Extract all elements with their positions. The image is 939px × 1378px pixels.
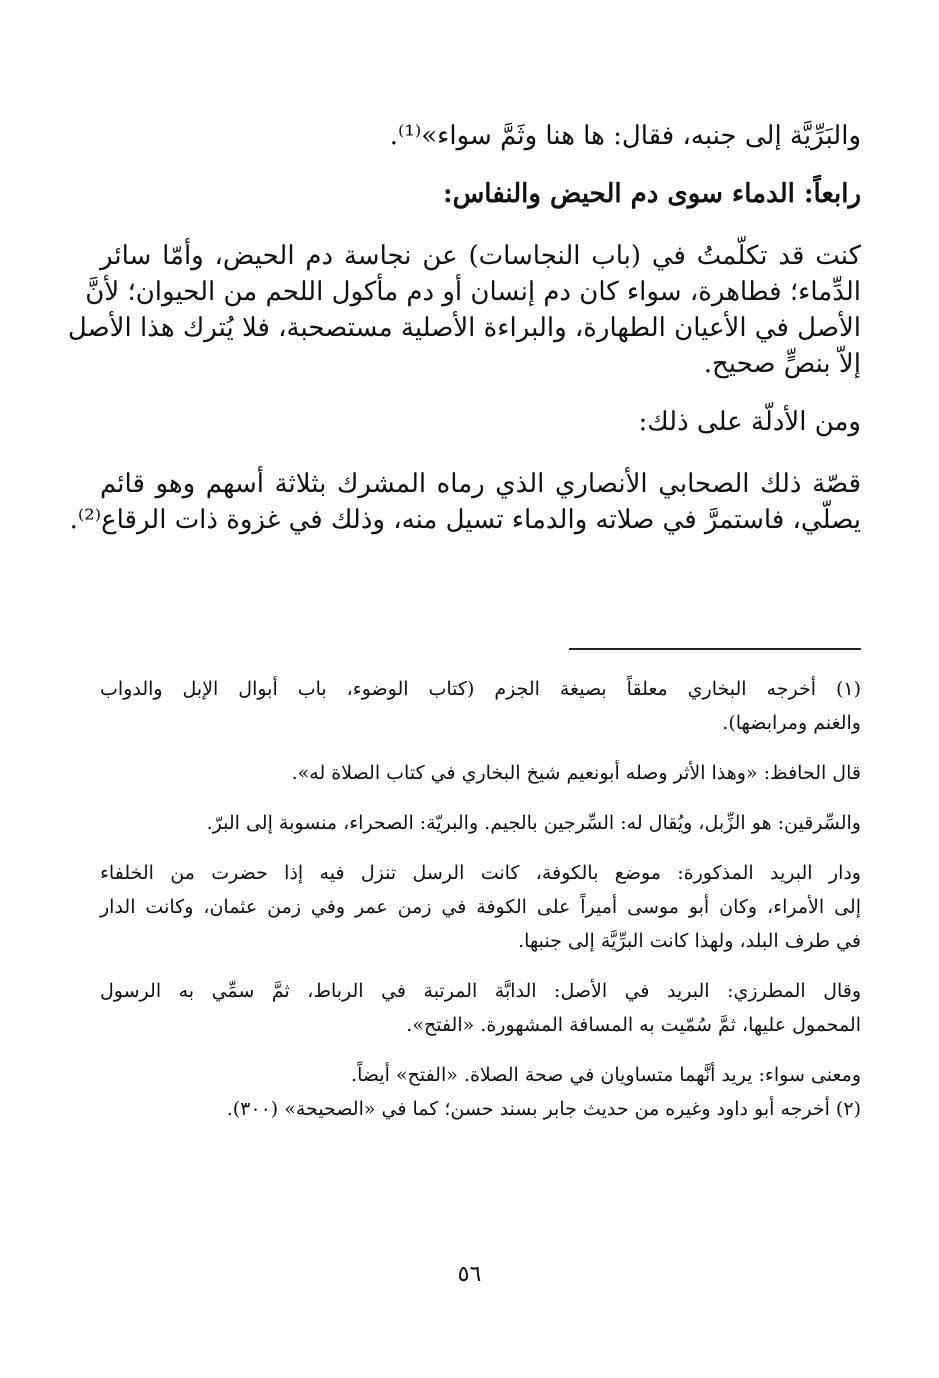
body-line-9: يصلّي، فاستمرَّ في صلاته والدماء تسيل منه، وذلك في غزوة ذات الرقاع⁽²⁾. [69, 505, 861, 535]
body-line-3: كنت قد تكلّمتُ في (باب النجاسات) عن نجاسة دم الحيض، وأمّا سائر [100, 241, 861, 271]
footnote-line-1: (١) أخرجه البخاري معلقاً بصيغة الجزم (كتاب الوضوء، باب أبوال الإبل والدواب [100, 678, 861, 700]
footnote-separator [569, 648, 861, 650]
page-number: ٥٦ [457, 1262, 482, 1287]
body-line-1: والبَرِّيَّة إلى جنبه، فقال: ها هنا وثَمَّ سواء»⁽¹⁾. [389, 121, 861, 151]
footnote-line-11: (٢) أخرجه أبو داود وغيره من حديث جابر بسند حسن؛ كما في «الصحيحة» (٣٠٠). [226, 1098, 861, 1120]
footnote-line-10: ومعنى سواء: يريد أنَّهما متساويان في صحة الصلاة. «الفتح» أيضاً. [351, 1064, 861, 1086]
body-line-6: إلاّ بنصٍّ صحيح. [703, 349, 861, 379]
footnote-line-7: في طرف البلد، ولهذا كانت البرِّيَّة إلى جنبها. [518, 930, 861, 952]
body-line-7: ومن الأدلّة على ذلك: [638, 407, 861, 437]
footnote-line-4: والسِّرقين: هو الزِّبل، ويُقال له: السِّرجين بالجيم. والبريّة: الصحراء، منسوبة إلى البرّ. [206, 812, 861, 834]
footnote-line-5: ودار البريد المذكورة: موضع بالكوفة، كانت الرسل تنزل فيه إذا حضرت من الخلفاء [100, 862, 861, 884]
main-text [67, 118, 861, 538]
section-heading: رابعاً: الدماء سوى دم الحيض والنفاس: [442, 179, 861, 209]
footnotes [100, 672, 861, 1126]
footnote-line-9: المحمول عليها، ثمَّ سُمّيت به المسافة المشهورة. «الفتح». [406, 1014, 861, 1036]
footnote-line-6: إلى الأمراء، وكان أبو موسى أميراً على الكوفة في زمن عمر وفي زمن عثمان، وكانت الدار [100, 896, 861, 918]
body-line-5: الأصل في الأعيان الطهارة، والبراءة الأصلية مستصحبة، فلا يُترك هذا الأصل [67, 313, 861, 343]
footnote-line-8: وقال المطرزي: البريد في الأصل: الدابَّة المرتبة في الرباط، ثمَّ سمِّي به الرسول [100, 980, 861, 1002]
body-line-8: قصّة ذلك الصحابي الأنصاري الذي رماه المشرك بثلاثة أسهم وهو قائم [100, 469, 861, 499]
footnote-line-3: قال الحافظ: «وهذا الأثر وصله أبونعيم شيخ البخاري في كتاب الصلاة له». [291, 762, 861, 784]
footnote-line-2: والغنم ومرابضها). [722, 712, 861, 734]
body-line-4: الدِّماء؛ فطاهرة، سواء كان دم إنسان أو دم مأكول اللحم من الحيوان؛ لأنَّ [85, 277, 861, 307]
